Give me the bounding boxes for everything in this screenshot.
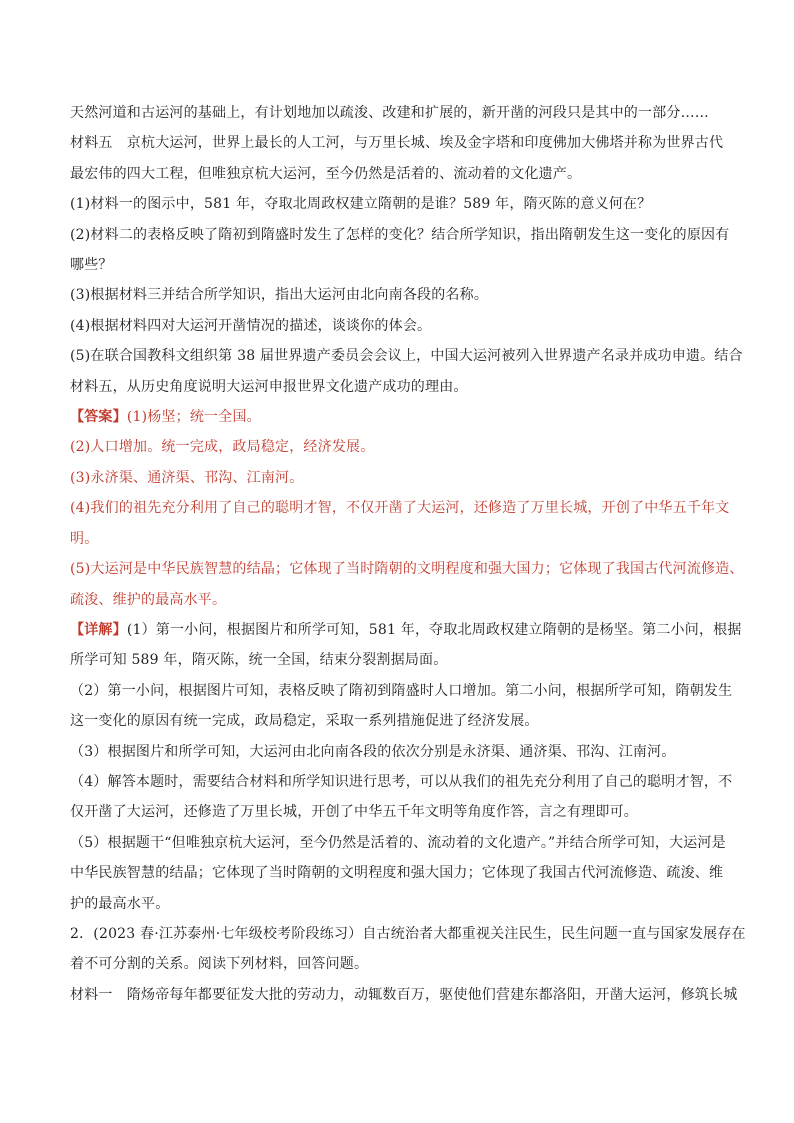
line-text: 仅开凿了大运河，还修造了万里长城，开创了中华五千年文明等角度作答，言之有理即可。 <box>70 804 638 821</box>
section-tag: 【详解】 <box>70 621 127 638</box>
line-text: 这一变化的原因有统一完成，政局稳定，采取一系列措施促进了经济发展。 <box>70 713 539 730</box>
text-line <box>70 980 738 1010</box>
text-line <box>70 524 730 554</box>
line-text: (1)材料一的图示中，581 年，夺取北周政权建立隋朝的是谁？589 年，隋灭陈的意义何在？ <box>70 196 652 213</box>
text-line <box>70 311 730 341</box>
text-line <box>70 706 730 736</box>
line-text: (3)永济渠、通济渠、邗沟、江南河。 <box>70 469 304 486</box>
text-line <box>70 737 730 767</box>
text-line <box>70 220 730 250</box>
text-line <box>70 432 730 462</box>
line-text: 着不可分割的关系。阅读下列材料，回答问题。 <box>70 956 369 973</box>
line-text: (3)根据材料三并结合所学知识，指出大运河由北向南各段的名称。 <box>70 287 489 304</box>
text-line <box>70 250 730 280</box>
text-line <box>70 463 730 493</box>
line-text: （4）解答本题时，需要结合材料和所学知识进行思考，可以从我们的祖先充分利用了自己的聪明才智，不 <box>70 773 733 790</box>
text-line <box>70 828 730 858</box>
line-text: (2)人口增加。统一完成，政局稳定，经济发展。 <box>70 439 375 456</box>
text-line <box>70 585 730 615</box>
section-tag: 【答案】 <box>70 409 127 426</box>
text-line <box>70 493 730 523</box>
text-line <box>70 341 743 371</box>
text-line <box>70 645 730 675</box>
text-line <box>70 767 733 797</box>
line-text: 天然河道和古运河的基础上，有计划地加以疏浚、改建和扩展的，新开凿的河段只是其中的一部分…… <box>70 105 709 121</box>
line-text: (4)根据材料四对大运河开凿情况的描述，谈谈你的体会。 <box>70 317 432 334</box>
line-text: 材料五，从历史角度说明大运河申报世界文化遗产成功的理由。 <box>70 378 468 395</box>
line-text: (5)在联合国教科文组织第 38 届世界遗产委员会会议上，中国大运河被列入世界遗产名录并成功申遗。结合 <box>70 348 743 365</box>
line-text: 明。 <box>70 530 99 547</box>
text-line <box>70 797 730 827</box>
line-text: 所学可知 589 年，隋灭陈，统一全国，结束分裂割据局面。 <box>70 652 448 669</box>
line-text: 中华民族智慧的结晶；它体现了当时隋朝的文明程度和强大国力；它体现了我国古代河流修造、疏浚、维 <box>70 865 724 882</box>
line-text: （3）根据图片和所学可知，大运河由北向南各段的依次分别是永济渠、通济渠、邗沟、江南河。 <box>70 743 676 760</box>
line-text: (2)材料二的表格反映了隋初到隋盛时发生了怎样的变化？结合所学知识，指出隋朝发生这一变化的原因有 <box>70 226 730 243</box>
line-text: (4)我们的祖先充分利用了自己的聪明才智，不仅开凿了大运河，还修造了万里长城，开创了中华五千年文 <box>70 500 730 517</box>
line-text: 材料一 隋炀帝每年都要征发大批的劳动力，动辄数百万，驱使他们营建东都洛阳，开凿大运河，修筑长城 <box>70 986 738 1003</box>
text-line <box>70 858 730 888</box>
text-line <box>70 189 730 219</box>
text-line <box>70 949 730 979</box>
line-text: （5）根据题干“但唯独京杭大运河，至今仍然是活着的、流动着的文化遗产。”并结合所学可知，大运河是 <box>70 834 726 851</box>
line-text: 材料五 京杭大运河，世界上最长的人工河，与万里长城、埃及金字塔和印度佛加大佛塔并称为世界古代 <box>70 135 724 152</box>
text-line <box>70 372 730 402</box>
text-line <box>70 615 742 645</box>
text-line <box>70 280 730 310</box>
text-line <box>70 402 730 432</box>
line-text: 2．(2023 春·江苏泰州·七年级校考阶段练习）自古统治者大都重视关注民生，民生问题一直与国家发展存在 <box>70 925 746 942</box>
line-text: (1）第一小问，根据图片和所学可知，581 年，夺取北周政权建立隋朝的是杨坚。第二小问，根据 <box>126 621 742 638</box>
line-text: 护的最高水平。 <box>70 895 170 912</box>
text-line <box>70 889 730 919</box>
line-text: 最宏伟的四大工程，但唯独京杭大运河，至今仍然是活着的、流动着的文化遗产。 <box>70 165 582 182</box>
text-line <box>70 554 744 584</box>
line-text: 疏浚、维护的最高水平。 <box>70 591 227 608</box>
text-line <box>70 919 746 949</box>
line-text: （2）第一小问，根据图片可知，表格反映了隋初到隋盛时人口增加。第二小问，根据所学可知，隋朝发生 <box>70 682 733 699</box>
line-text: (1)杨坚；统一全国。 <box>126 409 261 426</box>
line-text: (5)大运河是中华民族智慧的结晶；它体现了当时隋朝的文明程度和强大国力；它体现了我国古代河流修造、 <box>70 561 744 578</box>
text-line <box>70 676 733 706</box>
line-text: 哪些？ <box>70 257 113 274</box>
document-body <box>70 98 746 1010</box>
text-line <box>70 159 730 189</box>
text-line <box>70 98 730 128</box>
text-line <box>70 128 730 158</box>
